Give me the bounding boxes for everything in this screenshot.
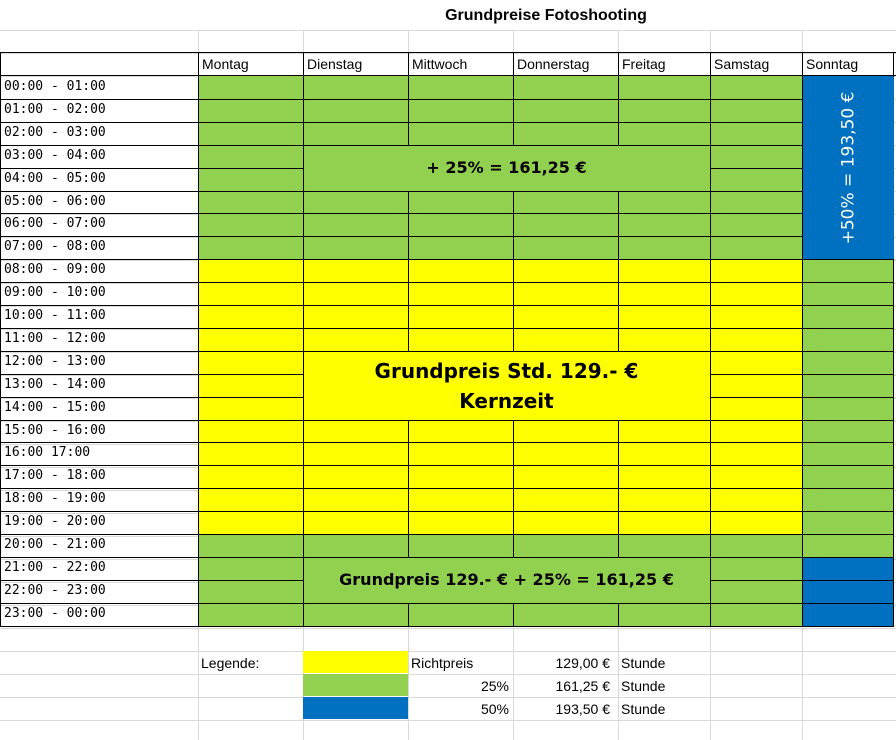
schedule-cell bbox=[408, 305, 513, 328]
schedule-cell bbox=[802, 397, 894, 420]
time-slot-label: 10:00 - 11:00 bbox=[4, 308, 106, 323]
row-border bbox=[0, 626, 894, 627]
schedule-cell bbox=[408, 259, 513, 282]
schedule-cell bbox=[198, 351, 303, 374]
schedule-cell bbox=[408, 328, 513, 351]
schedule-cell bbox=[198, 580, 303, 603]
schedule-cell bbox=[408, 442, 513, 465]
schedule-cell bbox=[303, 488, 408, 511]
page-title: Grundpreise Fotoshooting bbox=[445, 7, 647, 24]
legend-swatch bbox=[303, 674, 408, 696]
schedule-cell bbox=[198, 259, 303, 282]
schedule-cell bbox=[710, 328, 802, 351]
schedule-cell bbox=[710, 397, 802, 420]
schedule-cell bbox=[303, 328, 408, 351]
time-slot-label: 19:00 - 20:00 bbox=[4, 514, 106, 529]
schedule-cell bbox=[513, 122, 618, 145]
schedule-cell bbox=[303, 442, 408, 465]
schedule-cell bbox=[618, 282, 710, 305]
schedule-cell bbox=[802, 420, 894, 442]
time-slot-label: 16:00 17:00 bbox=[4, 445, 91, 460]
time-slot-label: 09:00 - 10:00 bbox=[4, 285, 106, 300]
night-surcharge-label: + 25% = 161,25 € bbox=[426, 158, 587, 177]
day-header: Donnerstag bbox=[517, 56, 590, 72]
time-slot-label: 11:00 - 12:00 bbox=[4, 331, 106, 346]
time-slot-label: 13:00 - 14:00 bbox=[4, 377, 106, 392]
schedule-cell bbox=[513, 465, 618, 488]
schedule-cell bbox=[710, 305, 802, 328]
schedule-cell bbox=[303, 236, 408, 259]
schedule-cell bbox=[198, 374, 303, 397]
day-header: Mittwoch bbox=[412, 56, 468, 72]
schedule-cell bbox=[618, 99, 710, 122]
time-slot-label: 12:00 - 13:00 bbox=[4, 354, 106, 369]
time-slot-label: 03:00 - 04:00 bbox=[4, 148, 106, 163]
schedule-cell bbox=[198, 603, 303, 626]
gridline-horizontal bbox=[0, 30, 896, 31]
schedule-cell bbox=[303, 534, 408, 557]
legend-label: Richtpreis bbox=[411, 655, 474, 671]
schedule-cell bbox=[198, 168, 303, 191]
schedule-cell bbox=[513, 534, 618, 557]
schedule-cell bbox=[710, 351, 802, 374]
schedule-cell bbox=[303, 420, 408, 442]
schedule-cell bbox=[198, 557, 303, 580]
schedule-cell bbox=[618, 534, 710, 557]
night-label-box bbox=[303, 145, 710, 191]
schedule-cell bbox=[802, 511, 894, 534]
schedule-cell bbox=[408, 488, 513, 511]
legend-unit: Stunde bbox=[621, 655, 666, 671]
legend-price: 129,00 € bbox=[555, 655, 610, 671]
schedule-cell bbox=[408, 420, 513, 442]
schedule-cell bbox=[408, 213, 513, 236]
schedule-cell bbox=[710, 465, 802, 488]
schedule-cell bbox=[710, 603, 802, 626]
schedule-cell bbox=[198, 328, 303, 351]
schedule-cell bbox=[618, 259, 710, 282]
schedule-cell bbox=[710, 236, 802, 259]
column-border bbox=[408, 52, 409, 626]
schedule-cell bbox=[618, 442, 710, 465]
schedule-cell bbox=[618, 603, 710, 626]
core-time-label: Kernzeit bbox=[459, 388, 554, 413]
time-slot-label: 04:00 - 05:00 bbox=[4, 171, 106, 186]
core-price-label: Grundpreis Std. 129.- € bbox=[374, 358, 639, 383]
schedule-cell bbox=[513, 99, 618, 122]
time-slot-label: 14:00 - 15:00 bbox=[4, 400, 106, 415]
legend-swatch bbox=[303, 697, 408, 719]
schedule-cell bbox=[408, 465, 513, 488]
sunday-surcharge-label: +50% = 193,50 € bbox=[838, 91, 859, 244]
schedule-cell bbox=[303, 511, 408, 534]
schedule-cell bbox=[513, 603, 618, 626]
schedule-cell bbox=[198, 282, 303, 305]
schedule-cell bbox=[710, 145, 802, 168]
legend-price: 193,50 € bbox=[555, 701, 610, 717]
schedule-cell bbox=[710, 534, 802, 557]
day-header: Montag bbox=[202, 56, 249, 72]
schedule-cell bbox=[408, 282, 513, 305]
schedule-cell bbox=[618, 213, 710, 236]
schedule-cell bbox=[303, 603, 408, 626]
schedule-cell bbox=[303, 76, 408, 99]
schedule-cell bbox=[513, 511, 618, 534]
schedule-cell bbox=[198, 191, 303, 213]
schedule-cell bbox=[710, 259, 802, 282]
schedule-cell bbox=[513, 76, 618, 99]
schedule-cell bbox=[710, 488, 802, 511]
schedule-cell bbox=[198, 420, 303, 442]
schedule-cell bbox=[710, 580, 802, 603]
schedule-cell bbox=[198, 397, 303, 420]
schedule-cell bbox=[802, 442, 894, 465]
schedule-cell bbox=[618, 328, 710, 351]
time-slot-label: 18:00 - 19:00 bbox=[4, 491, 106, 506]
day-header: Sonntag bbox=[806, 56, 859, 72]
schedule-cell bbox=[802, 534, 894, 557]
schedule-cell bbox=[513, 213, 618, 236]
schedule-cell bbox=[710, 557, 802, 580]
schedule-cell bbox=[618, 305, 710, 328]
schedule-cell bbox=[198, 213, 303, 236]
schedule-cell bbox=[408, 76, 513, 99]
schedule-cell bbox=[802, 328, 894, 351]
evening-label-box bbox=[303, 557, 710, 603]
column-border bbox=[710, 52, 711, 626]
schedule-cell bbox=[513, 191, 618, 213]
schedule-cell bbox=[408, 511, 513, 534]
schedule-cell bbox=[513, 259, 618, 282]
schedule-cell bbox=[408, 603, 513, 626]
schedule-cell bbox=[303, 191, 408, 213]
schedule-cell bbox=[710, 420, 802, 442]
schedule-cell bbox=[408, 534, 513, 557]
legend-price: 161,25 € bbox=[555, 678, 610, 694]
time-slot-label: 07:00 - 08:00 bbox=[4, 239, 106, 254]
legend-title: Legende: bbox=[201, 655, 260, 671]
schedule-cell bbox=[513, 328, 618, 351]
schedule-cell bbox=[303, 259, 408, 282]
schedule-cell bbox=[802, 351, 894, 374]
schedule-cell bbox=[198, 122, 303, 145]
schedule-cell bbox=[710, 191, 802, 213]
time-slot-label: 02:00 - 03:00 bbox=[4, 125, 106, 140]
schedule-cell bbox=[710, 374, 802, 397]
time-slot-label: 08:00 - 09:00 bbox=[4, 262, 106, 277]
time-slot-label: 15:00 - 16:00 bbox=[4, 423, 106, 438]
schedule-cell bbox=[618, 488, 710, 511]
schedule-cell bbox=[802, 488, 894, 511]
time-slot-label: 05:00 - 06:00 bbox=[4, 194, 106, 209]
schedule-cell bbox=[303, 99, 408, 122]
schedule-cell bbox=[710, 213, 802, 236]
schedule-cell bbox=[408, 236, 513, 259]
gridline-horizontal bbox=[0, 628, 896, 629]
schedule-cell bbox=[408, 99, 513, 122]
time-slot-label: 00:00 - 01:00 bbox=[4, 79, 106, 94]
column-border bbox=[513, 52, 514, 626]
schedule-cell bbox=[802, 259, 894, 282]
time-slot-label: 22:00 - 23:00 bbox=[4, 583, 106, 598]
schedule-cell bbox=[303, 122, 408, 145]
schedule-cell bbox=[198, 488, 303, 511]
schedule-cell bbox=[408, 191, 513, 213]
time-slot-label: 17:00 - 18:00 bbox=[4, 468, 106, 483]
day-header: Dienstag bbox=[307, 56, 363, 72]
schedule-cell bbox=[198, 99, 303, 122]
time-slot-label: 20:00 - 21:00 bbox=[4, 537, 106, 552]
schedule-cell bbox=[802, 305, 894, 328]
time-slot-label: 06:00 - 07:00 bbox=[4, 216, 106, 231]
schedule-cell bbox=[618, 76, 710, 99]
time-slot-label: 23:00 - 00:00 bbox=[4, 606, 106, 621]
schedule-cell bbox=[408, 122, 513, 145]
gridline-horizontal bbox=[0, 720, 896, 721]
schedule-cell bbox=[618, 465, 710, 488]
evening-surcharge-label: Grundpreis 129.- € + 25% = 161,25 € bbox=[339, 570, 674, 589]
schedule-cell bbox=[303, 213, 408, 236]
sunday-surcharge-box bbox=[802, 76, 894, 259]
schedule-cell bbox=[618, 122, 710, 145]
column-border bbox=[618, 52, 619, 626]
schedule-cell bbox=[198, 145, 303, 168]
schedule-cell bbox=[618, 191, 710, 213]
schedule-cell bbox=[618, 511, 710, 534]
schedule-cell bbox=[802, 282, 894, 305]
schedule-cell bbox=[513, 420, 618, 442]
schedule-cell bbox=[710, 511, 802, 534]
schedule-cell bbox=[618, 236, 710, 259]
schedule-cell bbox=[802, 557, 894, 580]
schedule-cell bbox=[198, 534, 303, 557]
schedule-cell bbox=[710, 99, 802, 122]
column-border bbox=[303, 52, 304, 626]
schedule-cell bbox=[710, 168, 802, 191]
schedule-cell bbox=[198, 76, 303, 99]
legend-label: 25% bbox=[480, 678, 509, 694]
day-header: Freitag bbox=[622, 56, 666, 72]
legend-unit: Stunde bbox=[621, 678, 666, 694]
legend-unit: Stunde bbox=[621, 701, 666, 717]
schedule-cell bbox=[710, 122, 802, 145]
legend-label: 50% bbox=[480, 701, 509, 717]
title-gap bbox=[0, 29, 896, 30]
schedule-cell bbox=[802, 580, 894, 603]
core-label-box bbox=[303, 351, 710, 420]
schedule-cell bbox=[618, 420, 710, 442]
time-slot-label: 21:00 - 22:00 bbox=[4, 560, 106, 575]
schedule-cell bbox=[198, 442, 303, 465]
schedule-cell bbox=[802, 374, 894, 397]
schedule-cell bbox=[303, 305, 408, 328]
schedule-cell bbox=[513, 282, 618, 305]
schedule-cell bbox=[513, 236, 618, 259]
schedule-cell bbox=[710, 282, 802, 305]
day-header: Samstag bbox=[714, 56, 770, 72]
schedule-cell bbox=[303, 282, 408, 305]
schedule-cell bbox=[710, 442, 802, 465]
time-slot-label: 01:00 - 02:00 bbox=[4, 102, 106, 117]
schedule-cell bbox=[802, 603, 894, 626]
schedule-cell bbox=[513, 305, 618, 328]
schedule-cell bbox=[802, 465, 894, 488]
schedule-cell bbox=[198, 465, 303, 488]
schedule-cell bbox=[198, 236, 303, 259]
schedule-cell bbox=[198, 511, 303, 534]
schedule-cell bbox=[198, 305, 303, 328]
schedule-cell bbox=[513, 488, 618, 511]
schedule-cell bbox=[303, 465, 408, 488]
schedule-cell bbox=[513, 442, 618, 465]
legend-swatch bbox=[303, 651, 408, 673]
schedule-cell bbox=[710, 76, 802, 99]
